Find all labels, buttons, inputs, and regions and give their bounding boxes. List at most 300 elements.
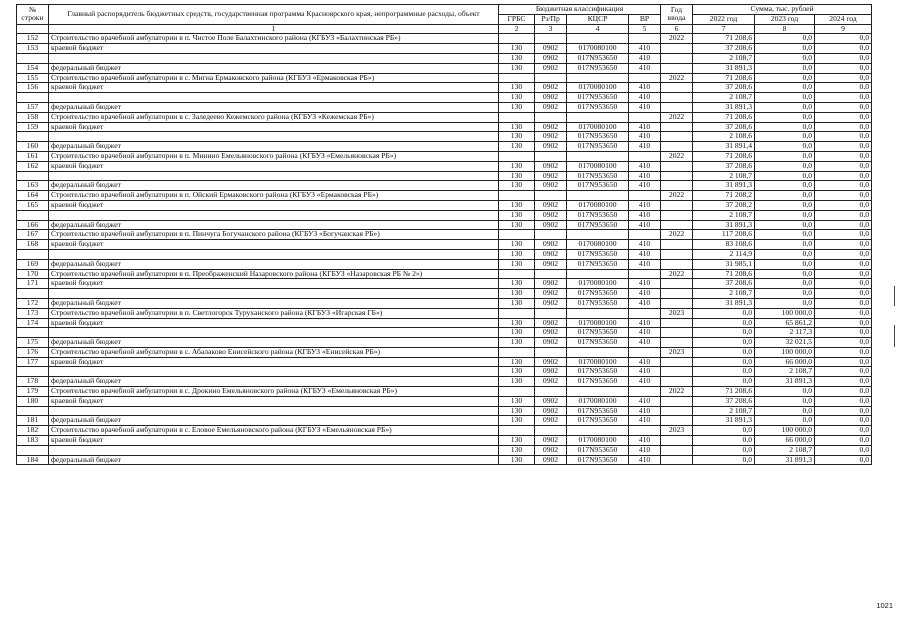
sum-2022: 2 114,9 <box>693 249 755 259</box>
vr-code: 410 <box>629 396 661 406</box>
vr-code: 410 <box>629 93 661 103</box>
grbs-code: 130 <box>499 416 535 426</box>
vr-code <box>629 230 661 240</box>
sum-2024: 0,0 <box>815 200 872 210</box>
sum-2024: 0,0 <box>815 387 872 397</box>
object-name: федеральный бюджет <box>49 338 499 348</box>
row-number: 176 <box>17 347 49 357</box>
commissioning-year <box>661 132 693 142</box>
row-number: 182 <box>17 426 49 436</box>
header-budget-classification: Бюджетная классификация <box>499 5 661 15</box>
sum-2022: 0,0 <box>693 436 755 446</box>
sum-2024: 0,0 <box>815 367 872 377</box>
sum-2022: 0,0 <box>693 318 755 328</box>
commissioning-year: 2022 <box>661 269 693 279</box>
sum-2024: 0,0 <box>815 318 872 328</box>
commissioning-year: 2022 <box>661 151 693 161</box>
kcsr-code: 017N953650 <box>567 53 629 63</box>
vr-code: 410 <box>629 83 661 93</box>
table-row <box>17 102 872 112</box>
vr-code: 410 <box>629 259 661 269</box>
sum-2024: 0,0 <box>815 279 872 289</box>
table-row <box>17 181 872 191</box>
sum-2023: 65 861,2 <box>755 318 815 328</box>
sum-2024: 0,0 <box>815 377 872 387</box>
sum-2024: 0,0 <box>815 289 872 299</box>
page-number: 1021 <box>876 601 893 610</box>
commissioning-year: 2023 <box>661 426 693 436</box>
table-row <box>17 308 872 318</box>
row-number: 152 <box>17 34 49 44</box>
sum-2024: 0,0 <box>815 83 872 93</box>
rzpr-code: 0902 <box>535 161 567 171</box>
row-number: 157 <box>17 102 49 112</box>
grbs-code: 130 <box>499 240 535 250</box>
column-number: 5 <box>629 24 661 34</box>
sum-2023: 0,0 <box>755 102 815 112</box>
object-name: Строительство врачебной амбулатории в п. Чистое Поле Балахтинского района (КГБУЗ «Балахтинская РБ») <box>49 34 499 44</box>
sum-2024: 0,0 <box>815 455 872 465</box>
scan-margin-mark <box>894 286 896 306</box>
sum-2024: 0,0 <box>815 445 872 455</box>
kcsr-code <box>567 73 629 83</box>
column-number-blank <box>17 24 49 34</box>
rzpr-code <box>535 269 567 279</box>
kcsr-code <box>567 34 629 44</box>
object-name <box>49 53 499 63</box>
sum-2023: 0,0 <box>755 298 815 308</box>
object-name <box>49 249 499 259</box>
sum-2022: 0,0 <box>693 455 755 465</box>
grbs-code: 130 <box>499 436 535 446</box>
vr-code: 410 <box>629 210 661 220</box>
vr-code: 410 <box>629 171 661 181</box>
kcsr-code: 017N953650 <box>567 249 629 259</box>
grbs-code: 130 <box>499 338 535 348</box>
object-name <box>49 132 499 142</box>
column-number: 3 <box>535 24 567 34</box>
row-number <box>17 406 49 416</box>
sum-2023: 0,0 <box>755 112 815 122</box>
kcsr-code: 017N953650 <box>567 171 629 181</box>
commissioning-year <box>661 83 693 93</box>
table-body <box>17 34 872 465</box>
header-2022: 2022 год <box>693 14 755 24</box>
sum-2023: 0,0 <box>755 83 815 93</box>
sum-2022: 0,0 <box>693 377 755 387</box>
sum-2022: 37 208,2 <box>693 200 755 210</box>
sum-2024: 0,0 <box>815 220 872 230</box>
grbs-code: 130 <box>499 406 535 416</box>
rzpr-code <box>535 230 567 240</box>
sum-2024: 0,0 <box>815 230 872 240</box>
header-2023: 2023 год <box>755 14 815 24</box>
sum-2022: 31 891,3 <box>693 63 755 73</box>
grbs-code: 130 <box>499 249 535 259</box>
vr-code <box>629 308 661 318</box>
row-number <box>17 93 49 103</box>
table-row <box>17 269 872 279</box>
sum-2024: 0,0 <box>815 240 872 250</box>
row-number: 184 <box>17 455 49 465</box>
kcsr-code <box>567 347 629 357</box>
table-row <box>17 259 872 269</box>
row-number: 168 <box>17 240 49 250</box>
vr-code: 410 <box>629 436 661 446</box>
grbs-code <box>499 230 535 240</box>
commissioning-year <box>661 249 693 259</box>
table-row <box>17 328 872 338</box>
object-name: Строительство врачебной амбулатории в п. Минино Емельяновского района (КГБУЗ «Емельяновская РБ») <box>49 151 499 161</box>
rzpr-code: 0902 <box>535 259 567 269</box>
kcsr-code: 017N953650 <box>567 289 629 299</box>
table-row <box>17 279 872 289</box>
table-row <box>17 112 872 122</box>
vr-code: 410 <box>629 406 661 416</box>
object-name: краевой бюджет <box>49 279 499 289</box>
rzpr-code: 0902 <box>535 220 567 230</box>
commissioning-year <box>661 171 693 181</box>
sum-2022: 37 208,6 <box>693 279 755 289</box>
row-number <box>17 132 49 142</box>
grbs-code: 130 <box>499 142 535 152</box>
sum-2022: 0,0 <box>693 367 755 377</box>
commissioning-year <box>661 220 693 230</box>
grbs-code <box>499 387 535 397</box>
sum-2022: 0,0 <box>693 426 755 436</box>
sum-2024: 0,0 <box>815 44 872 54</box>
commissioning-year <box>661 53 693 63</box>
sum-2022: 37 208,6 <box>693 83 755 93</box>
table-row <box>17 387 872 397</box>
table-row <box>17 377 872 387</box>
sum-2022: 0,0 <box>693 338 755 348</box>
sum-2024: 0,0 <box>815 328 872 338</box>
kcsr-code: 017N953650 <box>567 220 629 230</box>
table-row <box>17 44 872 54</box>
rzpr-code <box>535 151 567 161</box>
table-row <box>17 347 872 357</box>
sum-2024: 0,0 <box>815 112 872 122</box>
rzpr-code: 0902 <box>535 240 567 250</box>
sum-2024: 0,0 <box>815 298 872 308</box>
table-row <box>17 455 872 465</box>
sum-2023: 0,0 <box>755 249 815 259</box>
sum-2024: 0,0 <box>815 63 872 73</box>
rzpr-code: 0902 <box>535 122 567 132</box>
object-name: федеральный бюджет <box>49 416 499 426</box>
object-name: краевой бюджет <box>49 83 499 93</box>
object-name: Строительство врачебной амбулатории в п. Пинчуга Богучанского района (КГБУЗ «Богучанская РБ») <box>49 230 499 240</box>
row-number: 161 <box>17 151 49 161</box>
sum-2022: 71 208,6 <box>693 151 755 161</box>
commissioning-year <box>661 279 693 289</box>
grbs-code <box>499 191 535 201</box>
sum-2023: 31 891,3 <box>755 455 815 465</box>
commissioning-year <box>661 396 693 406</box>
table-row <box>17 220 872 230</box>
kcsr-code <box>567 230 629 240</box>
object-name <box>49 406 499 416</box>
row-number: 160 <box>17 142 49 152</box>
table-row <box>17 318 872 328</box>
table-row <box>17 142 872 152</box>
sum-2023: 100 000,0 <box>755 347 815 357</box>
kcsr-code: 017N953650 <box>567 338 629 348</box>
table-row <box>17 73 872 83</box>
vr-code: 410 <box>629 328 661 338</box>
object-name: федеральный бюджет <box>49 259 499 269</box>
table-row <box>17 298 872 308</box>
commissioning-year <box>661 102 693 112</box>
table-row <box>17 191 872 201</box>
sum-2023: 0,0 <box>755 171 815 181</box>
sum-2023: 0,0 <box>755 161 815 171</box>
header-object-name: Главный распорядитель бюджетных средств, государственная программа Красноярского края, непрограммные расходы, объект <box>49 5 499 25</box>
object-name: краевой бюджет <box>49 200 499 210</box>
budget-table <box>16 4 872 465</box>
sum-2024: 0,0 <box>815 151 872 161</box>
kcsr-code: 017N953650 <box>567 367 629 377</box>
header-kcsr: КЦСР <box>567 14 629 24</box>
sum-2023: 0,0 <box>755 132 815 142</box>
rzpr-code: 0902 <box>535 83 567 93</box>
row-number: 174 <box>17 318 49 328</box>
kcsr-code: 017N953650 <box>567 181 629 191</box>
sum-2023: 100 000,0 <box>755 426 815 436</box>
object-name: федеральный бюджет <box>49 298 499 308</box>
grbs-code: 130 <box>499 53 535 63</box>
sum-2023: 0,0 <box>755 191 815 201</box>
commissioning-year <box>661 63 693 73</box>
object-name <box>49 171 499 181</box>
sum-2024: 0,0 <box>815 73 872 83</box>
grbs-code: 130 <box>499 161 535 171</box>
table-row <box>17 416 872 426</box>
grbs-code: 130 <box>499 455 535 465</box>
sum-2022: 37 208,6 <box>693 122 755 132</box>
rzpr-code: 0902 <box>535 289 567 299</box>
object-name <box>49 445 499 455</box>
sum-2022: 37 208,6 <box>693 44 755 54</box>
commissioning-year: 2023 <box>661 347 693 357</box>
row-number: 166 <box>17 220 49 230</box>
vr-code: 410 <box>629 181 661 191</box>
column-number: 7 <box>693 24 755 34</box>
row-number: 172 <box>17 298 49 308</box>
grbs-code <box>499 34 535 44</box>
commissioning-year <box>661 445 693 455</box>
rzpr-code: 0902 <box>535 318 567 328</box>
sum-2023: 0,0 <box>755 73 815 83</box>
kcsr-code: 017N953650 <box>567 63 629 73</box>
grbs-code: 130 <box>499 289 535 299</box>
commissioning-year <box>661 318 693 328</box>
vr-code: 410 <box>629 200 661 210</box>
sum-2024: 0,0 <box>815 308 872 318</box>
sum-2024: 0,0 <box>815 436 872 446</box>
kcsr-code: 0170080100 <box>567 436 629 446</box>
grbs-code: 130 <box>499 63 535 73</box>
commissioning-year: 2023 <box>661 308 693 318</box>
sum-2024: 0,0 <box>815 142 872 152</box>
kcsr-code: 017N953650 <box>567 259 629 269</box>
row-number: 153 <box>17 44 49 54</box>
rzpr-code: 0902 <box>535 63 567 73</box>
rzpr-code: 0902 <box>535 44 567 54</box>
row-number: 165 <box>17 200 49 210</box>
rzpr-code <box>535 308 567 318</box>
row-number: 159 <box>17 122 49 132</box>
grbs-code: 130 <box>499 357 535 367</box>
sum-2024: 0,0 <box>815 338 872 348</box>
kcsr-code <box>567 112 629 122</box>
sum-2023: 0,0 <box>755 181 815 191</box>
sum-2022: 83 108,6 <box>693 240 755 250</box>
rzpr-code <box>535 112 567 122</box>
sum-2022: 31 891,3 <box>693 298 755 308</box>
commissioning-year: 2022 <box>661 73 693 83</box>
commissioning-year <box>661 367 693 377</box>
grbs-code: 130 <box>499 93 535 103</box>
table-row <box>17 367 872 377</box>
object-name: федеральный бюджет <box>49 220 499 230</box>
table-row <box>17 210 872 220</box>
vr-code: 410 <box>629 63 661 73</box>
row-number <box>17 53 49 63</box>
row-number: 171 <box>17 279 49 289</box>
kcsr-code: 017N953650 <box>567 298 629 308</box>
object-name: Строительство врачебной амбулатории в п. Ойский Ермаковского района (КГБУЗ «Ермаковская РБ») <box>49 191 499 201</box>
sum-2023: 0,0 <box>755 200 815 210</box>
sum-2022: 71 208,6 <box>693 387 755 397</box>
sum-2022: 71 208,6 <box>693 269 755 279</box>
rzpr-code: 0902 <box>535 357 567 367</box>
sum-2024: 0,0 <box>815 210 872 220</box>
vr-code: 410 <box>629 240 661 250</box>
rzpr-code: 0902 <box>535 338 567 348</box>
vr-code: 410 <box>629 161 661 171</box>
sum-2022: 0,0 <box>693 357 755 367</box>
vr-code <box>629 387 661 397</box>
table-row <box>17 338 872 348</box>
commissioning-year <box>661 406 693 416</box>
rzpr-code: 0902 <box>535 210 567 220</box>
sum-2022: 117 208,6 <box>693 230 755 240</box>
kcsr-code: 017N953650 <box>567 142 629 152</box>
sum-2022: 71 208,2 <box>693 191 755 201</box>
column-number: 2 <box>499 24 535 34</box>
sum-2023: 0,0 <box>755 93 815 103</box>
grbs-code <box>499 347 535 357</box>
sum-2024: 0,0 <box>815 132 872 142</box>
commissioning-year <box>661 416 693 426</box>
sum-2023: 2 108,7 <box>755 445 815 455</box>
grbs-code: 130 <box>499 298 535 308</box>
sum-2023: 31 891,3 <box>755 377 815 387</box>
table-row <box>17 63 872 73</box>
vr-code: 410 <box>629 318 661 328</box>
object-name <box>49 328 499 338</box>
object-name: федеральный бюджет <box>49 377 499 387</box>
table-row <box>17 151 872 161</box>
vr-code: 410 <box>629 122 661 132</box>
table-row <box>17 200 872 210</box>
row-number: 156 <box>17 83 49 93</box>
vr-code: 410 <box>629 445 661 455</box>
header-grbs: ГРБС <box>499 14 535 24</box>
table-row <box>17 436 872 446</box>
sum-2023: 0,0 <box>755 289 815 299</box>
vr-code <box>629 347 661 357</box>
sum-2024: 0,0 <box>815 347 872 357</box>
grbs-code: 130 <box>499 377 535 387</box>
row-number: 167 <box>17 230 49 240</box>
object-name: федеральный бюджет <box>49 102 499 112</box>
table-row <box>17 240 872 250</box>
sum-2024: 0,0 <box>815 181 872 191</box>
row-number <box>17 249 49 259</box>
commissioning-year <box>661 122 693 132</box>
vr-code: 410 <box>629 455 661 465</box>
grbs-code: 130 <box>499 259 535 269</box>
rzpr-code: 0902 <box>535 132 567 142</box>
sum-2022: 71 208,6 <box>693 34 755 44</box>
sum-2024: 0,0 <box>815 396 872 406</box>
rzpr-code: 0902 <box>535 436 567 446</box>
row-number <box>17 210 49 220</box>
commissioning-year <box>661 436 693 446</box>
sum-2022: 2 108,7 <box>693 210 755 220</box>
commissioning-year: 2022 <box>661 112 693 122</box>
commissioning-year: 2022 <box>661 191 693 201</box>
object-name: краевой бюджет <box>49 122 499 132</box>
vr-code <box>629 151 661 161</box>
kcsr-code: 0170080100 <box>567 318 629 328</box>
rzpr-code: 0902 <box>535 102 567 112</box>
sum-2023: 66 000,0 <box>755 436 815 446</box>
sum-2023: 0,0 <box>755 151 815 161</box>
table-row <box>17 289 872 299</box>
sum-2023: 32 021,5 <box>755 338 815 348</box>
sum-2022: 31 891,3 <box>693 181 755 191</box>
row-number: 169 <box>17 259 49 269</box>
vr-code: 410 <box>629 289 661 299</box>
sum-2024: 0,0 <box>815 357 872 367</box>
commissioning-year <box>661 259 693 269</box>
table-row <box>17 396 872 406</box>
sum-2024: 0,0 <box>815 406 872 416</box>
commissioning-year <box>661 210 693 220</box>
sum-2022: 2 108,7 <box>693 406 755 416</box>
sum-2022: 2 108,7 <box>693 53 755 63</box>
table-row <box>17 249 872 259</box>
scan-margin-mark <box>894 325 896 347</box>
sum-2024: 0,0 <box>815 416 872 426</box>
grbs-code: 130 <box>499 396 535 406</box>
kcsr-code <box>567 387 629 397</box>
table-row <box>17 445 872 455</box>
row-number <box>17 445 49 455</box>
vr-code: 410 <box>629 53 661 63</box>
object-name: Строительство врачебной амбулатории в п. Преображенский Назаровского района (КГБУЗ «Назаровская РБ № 2») <box>49 269 499 279</box>
vr-code: 410 <box>629 367 661 377</box>
object-name: федеральный бюджет <box>49 181 499 191</box>
rzpr-code <box>535 426 567 436</box>
rzpr-code: 0902 <box>535 416 567 426</box>
header-row-number: № строки <box>17 5 49 25</box>
sum-2022: 2 108,7 <box>693 289 755 299</box>
